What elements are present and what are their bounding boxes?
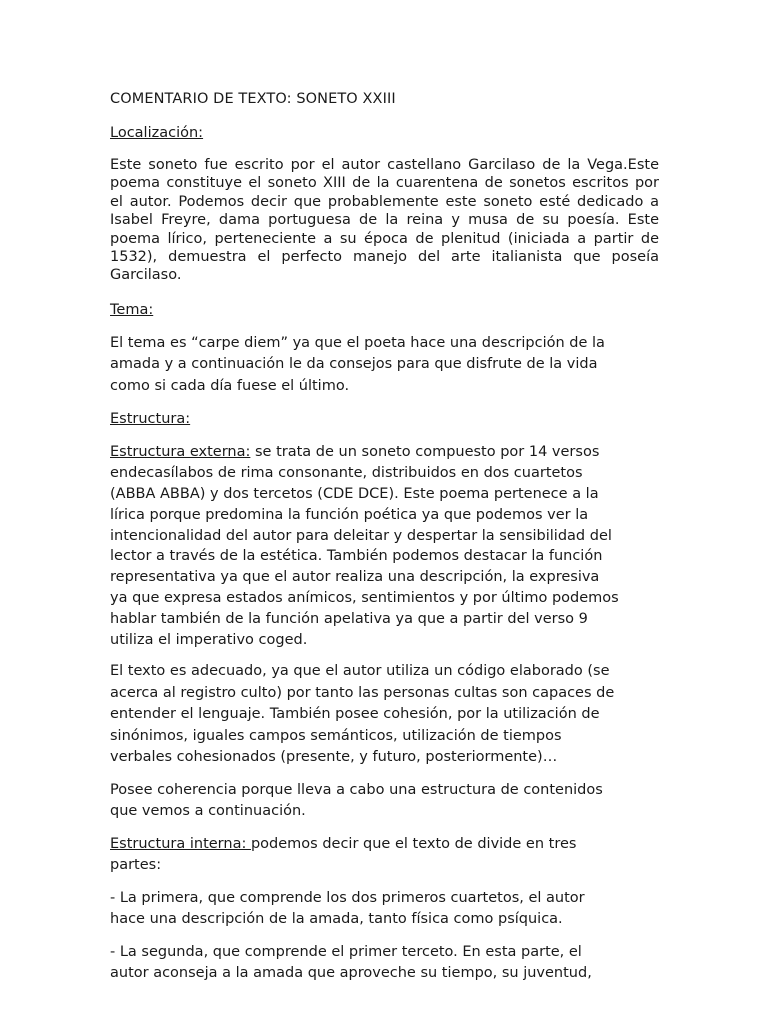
text-line: autor aconseja a la amada que aproveche su tiempo, su juventud, [110, 965, 592, 982]
paragraph-adecuacion [110, 661, 659, 769]
text-line: (ABBA ABBA) y dos tercetos (CDE DCE). Este poema pertenece a la [110, 485, 599, 502]
text-line: utiliza el imperativo coged. [110, 631, 308, 648]
document-page [110, 89, 659, 996]
label-estructura-interna: Estructura interna: [110, 835, 251, 852]
paragraph-tema [110, 333, 659, 398]
list-item-parte-1 [110, 888, 659, 931]
text-line: representativa ya que el autor realiza una descripción, la expresiva [110, 569, 600, 586]
text-line [110, 834, 659, 856]
list-item-parte-2 [110, 942, 659, 985]
text-line: endecasílabos de rima consonante, distribuidos en dos cuartetos [110, 465, 583, 482]
text-line: sinónimos, iguales campos semánticos, utilización de tiempos [110, 727, 562, 744]
text-line: ya que expresa estados anímicos, sentimientos y por último podemos [110, 589, 619, 606]
text-line: - La segunda, que comprende el primer terceto. En esta parte, el [110, 943, 582, 960]
text-line: Posee coherencia porque lleva a cabo una estructura de contenidos [110, 781, 603, 798]
text-line: - La primera, que comprende los dos primeros cuartetos, el autor [110, 889, 585, 906]
text-line: entender el lenguaje. También posee cohesión, por la utilización de [110, 706, 600, 723]
text-line: verbales cohesionados (presente, y futuro, posteriormente)… [110, 749, 558, 766]
text-fragment: podemos decir que el texto de divide en tres [250, 835, 577, 852]
paragraph-coherencia [110, 780, 659, 823]
text-line: como si cada día fuese el último. [110, 377, 350, 394]
text-line: El texto es adecuado, ya que el autor utiliza un código elaborado (se [110, 663, 610, 680]
text-line: que vemos a continuación. [110, 803, 306, 820]
text-line: amada y a continuación le da consejos para que disfrute de la vida [110, 356, 598, 373]
text-line: hace una descripción de la amada, tanto física como psíquica. [110, 911, 563, 928]
text-line: El tema es “carpe diem” ya que el poeta hace una descripción de la [110, 334, 605, 351]
heading-estructura: Estructura: [110, 411, 191, 428]
text-line: lírica porque predomina la función poética ya que podemos ver la [110, 506, 589, 523]
paragraph-localizacion: Este soneto fue escrito por el autor castellano Garcilaso de la Vega.Este poema constituye el soneto XIII de la cuarentena de sonetos escritos por el autor. Podemos decir que probablemente este soneto esté dedicado a Isabel Freyre, dama portuguesa de la reina y musa de su poesía. Este poema lírico, perteneciente a su época de plenitud (iniciada a partir de 1532), demuestra el perfecto manejo del arte italianista que poseía Garcilaso. [110, 157, 659, 284]
text-line: hablar también de la función apelativa ya que a partir del verso 9 [110, 610, 588, 627]
heading-localizacion: Localización: [110, 125, 204, 141]
text-fragment: se trata de un soneto compuesto por 14 versos [250, 444, 600, 461]
text-line [110, 442, 659, 463]
heading-tema: Tema: [110, 301, 154, 318]
text-line: lector a través de la estética. También podemos destacar la función [110, 548, 603, 565]
paragraph-estructura-interna [110, 834, 659, 877]
label-estructura-externa: Estructura externa: [110, 444, 251, 461]
text-line: acerca al registro culto) por tanto las personas cultas son capaces de [110, 684, 615, 701]
paragraph-estructura-externa [110, 442, 659, 650]
text-line: partes: [110, 857, 162, 874]
text-line: intencionalidad del autor para deleitar y despertar la sensibilidad del [110, 527, 612, 544]
document-title: COMENTARIO DE TEXTO: SONETO XXIII [110, 91, 396, 107]
